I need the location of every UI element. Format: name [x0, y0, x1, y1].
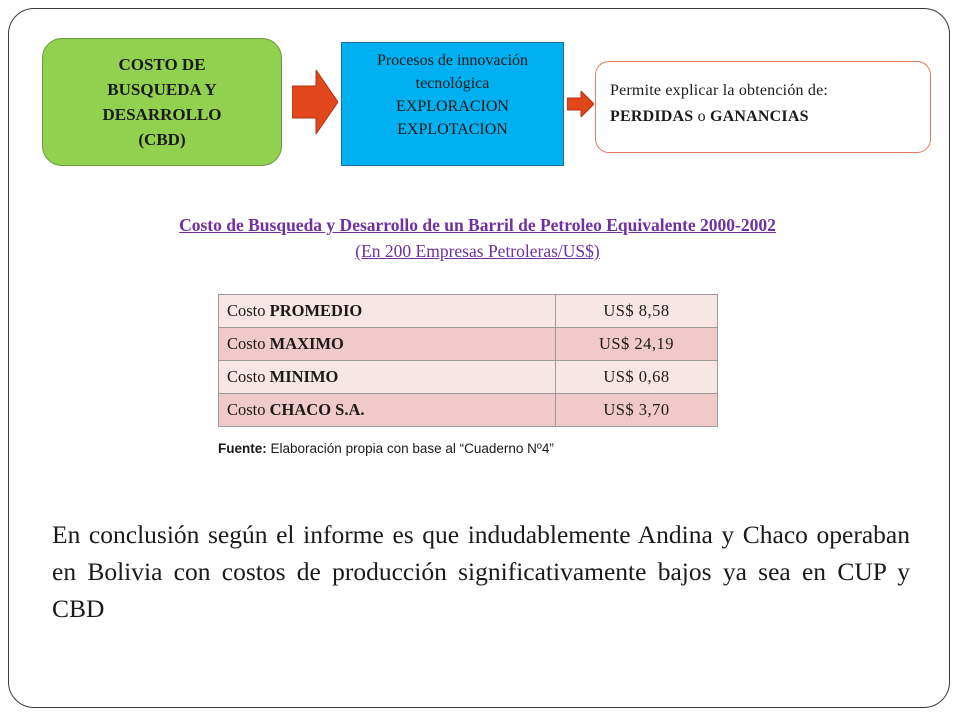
source-label: Fuente:: [218, 441, 267, 456]
row-label: [219, 394, 556, 427]
table-title: [60, 212, 895, 264]
row-label-prefix: Costo: [227, 367, 266, 386]
row-label-term: MINIMO: [269, 367, 339, 386]
row-value: US$ 0,68: [556, 361, 718, 394]
process-line-3: EXPLORACION: [396, 98, 509, 115]
row-label-term: CHACO S.A.: [269, 400, 365, 419]
right-arrow-icon: [567, 91, 594, 117]
cbd-box-text: COSTO DE BUSQUEDA Y DESARROLLO (CBD): [102, 55, 222, 149]
row-label: [219, 295, 556, 328]
row-label-prefix: Costo: [227, 301, 266, 320]
table-title-main: Costo de Busqueda y Desarrollo de un Barril de Petroleo Equivalente 2000-2002: [179, 215, 776, 235]
table-row: [219, 328, 718, 361]
conclusion-paragraph: En conclusión según el informe es que indudablemente Andina y Chaco operaban en Bolivia con costos de producción significativamente bajos ya sea en CUP y CBD: [52, 520, 910, 623]
explain-term-ganancias: GANANCIAS: [710, 108, 809, 125]
explain-box: [595, 61, 931, 153]
explain-connector: o: [697, 108, 706, 125]
table-row: [219, 361, 718, 394]
explain-term-perdidas: PERDIDAS: [610, 108, 694, 125]
row-value: US$ 24,19: [556, 328, 718, 361]
row-label-term: PROMEDIO: [269, 301, 363, 320]
row-label-prefix: Costo: [227, 334, 266, 353]
source-note: [218, 441, 554, 456]
row-value: US$ 8,58: [556, 295, 718, 328]
row-label: [219, 361, 556, 394]
right-arrow-icon: [292, 70, 338, 134]
row-label-prefix: Costo: [227, 400, 266, 419]
table-row: [219, 394, 718, 427]
process-line-1: Procesos de innovación: [376, 52, 529, 69]
source-text: Elaboración propia con base al “Cuaderno Nº4”: [270, 441, 554, 456]
process-line-4: EXPLOTACION: [397, 121, 508, 138]
explain-prefix: Permite explicar la obtención de:: [610, 82, 829, 99]
cbd-box: [42, 38, 282, 166]
table-title-subtitle: (En 200 Empresas Petroleras/US$): [355, 241, 600, 261]
table-row: [219, 295, 718, 328]
row-label-term: MAXIMO: [269, 334, 344, 353]
process-box: [341, 42, 564, 166]
process-line-2: tecnológica: [415, 75, 490, 92]
row-label: [219, 328, 556, 361]
row-value: US$ 3,70: [556, 394, 718, 427]
cost-table: [218, 294, 718, 427]
